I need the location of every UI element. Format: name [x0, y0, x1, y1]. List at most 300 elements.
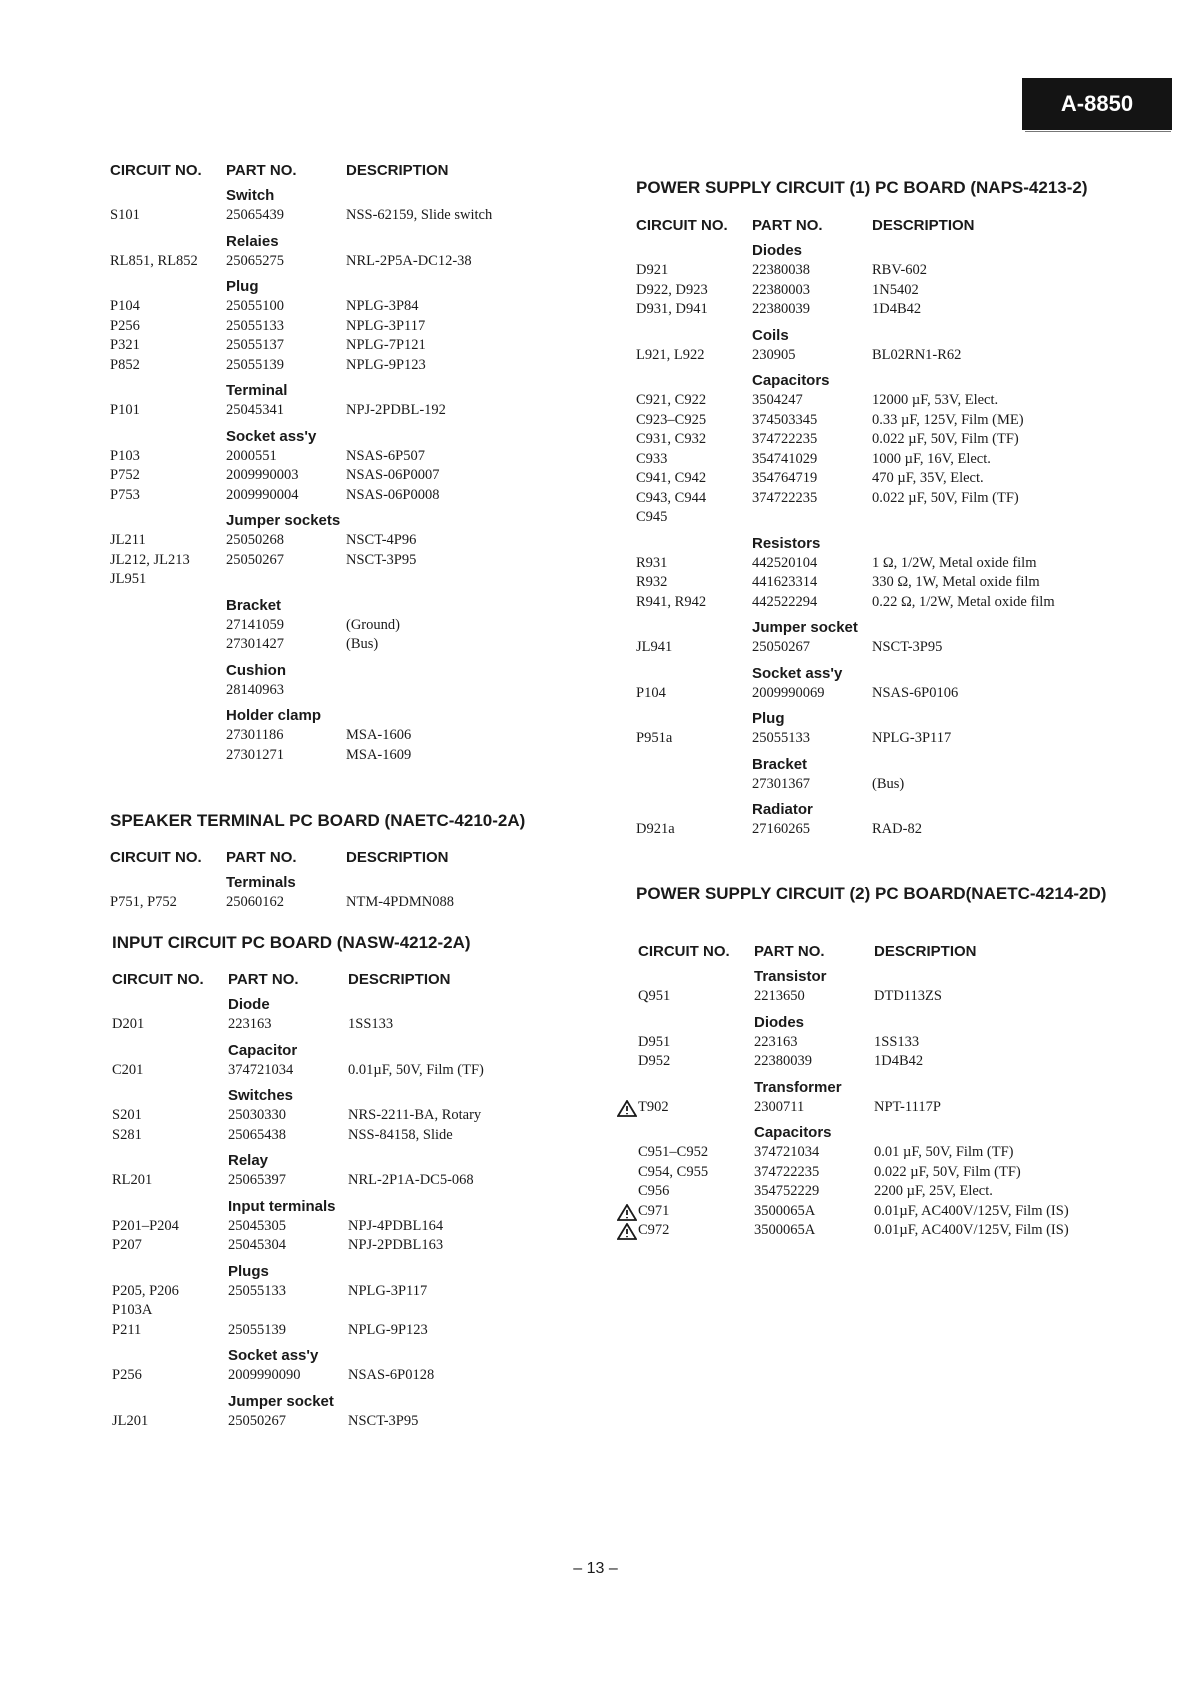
group-name: Plug: [226, 278, 259, 295]
part-row: [110, 726, 580, 746]
part-description: RBV-602: [872, 262, 928, 278]
part-no: 27160265: [752, 821, 810, 837]
part-description: 470 µF, 35V, Elect.: [872, 470, 984, 486]
column-headers: [636, 217, 1106, 237]
part-row: [110, 297, 580, 317]
column-headers: [112, 971, 582, 991]
part-description: MSA-1609: [346, 746, 412, 763]
group-name: Resistors: [752, 534, 821, 552]
part-row: [110, 531, 580, 551]
part-no: 25055139: [228, 1321, 286, 1338]
part-row: [636, 775, 1106, 795]
part-row: [636, 281, 1106, 301]
part-description: NRS-2211-BA, Rotary: [348, 1107, 482, 1123]
psu2-board-title: POWER SUPPLY CIRCUIT (2) PC BOARD(NAETC-4214-2D): [636, 884, 1107, 903]
circuit-no: Q951: [638, 988, 671, 1004]
part-description: 1SS133: [874, 1033, 920, 1050]
part-no: 3500065A: [754, 1202, 816, 1219]
part-no: 25050268: [226, 532, 284, 548]
group-name: Cushion: [226, 661, 286, 679]
group-heading: [638, 1123, 1108, 1143]
circuit-no: RL201: [112, 1172, 153, 1188]
group-heading: [110, 873, 580, 893]
circuit-no: JL201: [112, 1412, 149, 1429]
model-label: A-8850: [1060, 91, 1134, 116]
tab-underline: [1025, 131, 1171, 132]
circuit-no: D951: [638, 1033, 671, 1050]
group-name: Transistor: [754, 968, 827, 985]
part-no: 374721034: [228, 1061, 294, 1078]
part-description: NPLG-3P117: [346, 317, 426, 334]
part-no: 27301271: [226, 746, 284, 763]
part-group: [636, 534, 1106, 613]
part-no: 22380039: [754, 1053, 812, 1069]
group-name: Radiator: [752, 801, 813, 818]
part-description: 0.01µF, AC400V/125V, Film (IS): [874, 1222, 1069, 1238]
circuit-no: JL951: [110, 571, 147, 587]
part-no: 27301186: [226, 727, 284, 743]
part-no: 374721034: [754, 1144, 820, 1160]
part-group: [112, 1197, 582, 1256]
group-heading: [110, 661, 580, 681]
psu1-board-title: POWER SUPPLY CIRCUIT (1) PC BOARD (NAPS-4213-2): [636, 178, 1088, 197]
part-description: 0.33 µF, 125V, Film (ME): [872, 411, 1024, 428]
group-heading: [112, 1197, 582, 1217]
part-no: 374722235: [752, 431, 818, 447]
group-name: Bracket: [752, 755, 808, 773]
column-headers: [638, 943, 1108, 963]
part-group: [112, 1346, 582, 1386]
part-no: 25045305: [228, 1217, 286, 1234]
part-no: 2000551: [226, 447, 277, 464]
part-no: 354764719: [752, 470, 818, 486]
group-heading: [636, 755, 1106, 775]
circuit-no: C951–C952: [638, 1144, 709, 1160]
part-row: [636, 508, 1106, 528]
part-group: [636, 241, 1106, 320]
part-row: [636, 300, 1106, 320]
circuit-no: S201: [112, 1107, 142, 1123]
part-no: 28140963: [226, 681, 284, 698]
part-row: [636, 573, 1106, 593]
part-group: [110, 381, 580, 421]
part-row: [112, 1126, 582, 1146]
group-heading: [636, 241, 1106, 261]
part-row: [110, 746, 580, 766]
circuit-no: P321: [110, 337, 140, 353]
part-row: [636, 554, 1106, 574]
group-name: Socket ass'y: [228, 1347, 319, 1364]
part-no: 25065275: [226, 252, 284, 269]
circuit-no: C971: [638, 1202, 670, 1219]
part-no: 2009990069: [752, 684, 825, 701]
part-row: [636, 261, 1106, 281]
part-no: 230905: [752, 346, 796, 363]
part-no: 22380003: [752, 281, 810, 298]
part-description: 1 Ω, 1/2W, Metal oxide film: [872, 554, 1037, 571]
circuit-no: P751, P752: [110, 894, 177, 910]
part-description: 1N5402: [872, 281, 919, 298]
group-name: Capacitors: [754, 1124, 832, 1141]
part-no: 25055133: [228, 1282, 286, 1299]
circuit-no: P753: [110, 486, 140, 503]
part-no-header: PART NO.: [226, 162, 297, 179]
description-header: DESCRIPTION: [346, 849, 449, 866]
circuit-no: P752: [110, 467, 140, 483]
part-group: [110, 232, 580, 272]
part-group: [636, 755, 1106, 795]
part-no: 442520104: [752, 554, 818, 571]
group-name: Diodes: [752, 242, 803, 259]
part-no: 374503345: [752, 411, 818, 428]
part-description: NPLG-9P123: [348, 1321, 428, 1338]
part-description: NSS-84158, Slide: [348, 1126, 453, 1143]
group-heading: [112, 1086, 582, 1106]
part-description: 1D4B42: [872, 301, 922, 317]
part-row: [638, 1163, 1108, 1183]
part-row: [636, 346, 1106, 366]
part-no: 441623314: [752, 574, 818, 590]
circuit-no: L921, L922: [636, 346, 705, 363]
part-group: [112, 1151, 582, 1191]
circuit-no: C943, C944: [636, 489, 707, 506]
part-description: NPJ-2PDBL-192: [346, 402, 446, 418]
part-group: [110, 661, 580, 701]
part-no: 25065438: [228, 1126, 286, 1143]
part-group: [636, 800, 1106, 840]
part-row: [112, 1366, 582, 1386]
circuit-no: D931, D941: [636, 301, 708, 317]
part-group: [110, 277, 580, 375]
part-no: 3500065A: [754, 1222, 816, 1238]
circuit-no: RL851, RL852: [110, 252, 198, 269]
circuit-no: C945: [636, 509, 668, 525]
circuit-no-header: CIRCUIT NO.: [638, 943, 730, 960]
part-no: 25050267: [228, 1412, 286, 1429]
part-group: [636, 326, 1106, 366]
part-row: [636, 469, 1106, 489]
part-row: [638, 1052, 1108, 1072]
description-header: DESCRIPTION: [348, 971, 451, 988]
circuit-no: P104: [110, 298, 140, 314]
circuit-no: C933: [636, 450, 668, 467]
circuit-no: P256: [112, 1367, 142, 1383]
part-group: [636, 618, 1106, 658]
part-row: [110, 206, 580, 226]
part-no: 25045304: [228, 1237, 286, 1253]
circuit-no: D921: [636, 262, 669, 278]
circuit-no: P104: [636, 684, 666, 701]
part-description: 0.01µF, 50V, Film (TF): [348, 1061, 484, 1078]
circuit-no: C921, C922: [636, 392, 707, 408]
group-heading: [638, 1078, 1108, 1098]
part-no: 25050267: [226, 551, 284, 568]
circuit-no: P201–P204: [112, 1217, 179, 1234]
part-no: 354752229: [754, 1183, 820, 1199]
part-no: 354741029: [752, 450, 818, 467]
part-description: RAD-82: [872, 821, 922, 837]
circuit-no: P852: [110, 356, 140, 373]
part-description: MSA-1606: [346, 727, 412, 743]
part-group: [110, 596, 580, 655]
part-description: NSAS-6P507: [346, 447, 425, 464]
group-heading: [110, 186, 580, 206]
part-row: [638, 1098, 1108, 1118]
part-no: 2009990003: [226, 467, 299, 483]
part-no-header: PART NO.: [226, 849, 297, 866]
circuit-no: C201: [112, 1061, 144, 1078]
input-board-title: INPUT CIRCUIT PC BOARD (NASW-4212-2A): [112, 933, 471, 952]
part-group: [110, 186, 580, 226]
part-group: [110, 511, 580, 590]
part-description: 330 Ω, 1W, Metal oxide film: [872, 574, 1040, 590]
group-heading: [110, 427, 580, 447]
group-name: Capacitors: [752, 372, 830, 389]
group-name: Plugs: [228, 1262, 269, 1280]
group-heading: [112, 1392, 582, 1412]
group-name: Plug: [752, 710, 785, 727]
part-group: [638, 1078, 1108, 1118]
circuit-no-header: CIRCUIT NO.: [110, 849, 202, 866]
part-no: 22380038: [752, 262, 810, 278]
part-description: 12000 µF, 53V, Elect.: [872, 392, 999, 408]
part-row: [112, 1106, 582, 1126]
circuit-no: R932: [636, 574, 668, 590]
part-row: [110, 635, 580, 655]
part-no: 25060162: [226, 894, 284, 910]
part-row: [636, 411, 1106, 431]
part-group: [636, 709, 1106, 749]
part-row: [112, 1321, 582, 1341]
circuit-no-header: CIRCUIT NO.: [636, 217, 728, 234]
part-description: 1D4B42: [874, 1053, 924, 1069]
part-row: [110, 466, 580, 486]
part-description: 0.01 µF, 50V, Film (TF): [874, 1144, 1014, 1160]
group-name: Terminal: [226, 382, 288, 399]
part-description: DTD113ZS: [874, 988, 942, 1004]
part-description: NSCT-4P96: [346, 532, 417, 548]
part-description: NSCT-3P95: [872, 639, 943, 655]
part-row: [636, 684, 1106, 704]
group-heading: [110, 706, 580, 726]
part-description: 0.022 µF, 50V, Film (TF): [874, 1163, 1021, 1180]
part-description: (Bus): [872, 775, 905, 792]
circuit-no: D922, D923: [636, 281, 708, 298]
part-row: [110, 486, 580, 506]
psu2-board-parts: [638, 943, 1108, 1247]
part-row: [110, 252, 580, 272]
group-heading: [110, 277, 580, 297]
part-description: NSCT-3P95: [346, 551, 417, 568]
group-name: Bracket: [226, 596, 282, 614]
description-header: DESCRIPTION: [872, 217, 975, 234]
group-heading: [636, 371, 1106, 391]
part-group: [112, 1086, 582, 1145]
part-group: [110, 706, 580, 765]
part-row: [112, 1282, 582, 1302]
part-description: 0.022 µF, 50V, Film (TF): [872, 431, 1019, 447]
part-description: 0.022 µF, 50V, Film (TF): [872, 489, 1019, 506]
part-row: [636, 638, 1106, 658]
group-name: Holder clamp: [226, 707, 322, 724]
circuit-no: C972: [638, 1222, 670, 1238]
part-no: 25055133: [752, 730, 810, 746]
circuit-no: P103: [110, 447, 140, 464]
part-group: [112, 1262, 582, 1341]
part-no: 27301427: [226, 636, 284, 652]
group-name: Diodes: [754, 1013, 805, 1031]
part-row: [636, 729, 1106, 749]
group-name: Transformer: [754, 1078, 842, 1096]
circuit-no: P205, P206: [112, 1282, 179, 1299]
part-row: [110, 356, 580, 376]
part-row: [110, 681, 580, 701]
model-tab: [1022, 78, 1172, 130]
part-no: 25055100: [226, 298, 284, 314]
part-no-header: PART NO.: [228, 971, 299, 988]
part-row: [638, 1033, 1108, 1053]
column-headers: [110, 162, 580, 182]
part-no: 374722235: [752, 489, 818, 506]
circuit-no: C956: [638, 1183, 670, 1199]
part-description: BL02RN1-R62: [872, 346, 962, 363]
part-description: (Ground): [346, 616, 400, 633]
group-heading: [110, 232, 580, 252]
group-heading: [110, 381, 580, 401]
circuit-no: R941, R942: [636, 593, 707, 610]
page-number: – 13 –: [573, 1560, 618, 1577]
part-description: NSAS-06P0007: [346, 467, 440, 483]
speaker-board-title: SPEAKER TERMINAL PC BOARD (NAETC-4210-2A): [110, 811, 526, 830]
group-name: Input terminals: [228, 1197, 336, 1215]
part-description: NSAS-06P0008: [346, 486, 440, 503]
group-name: Jumper sockets: [226, 512, 341, 529]
column-headers: [110, 849, 580, 869]
group-heading: [636, 326, 1106, 346]
part-no: 2300711: [754, 1098, 805, 1115]
part-row: [110, 616, 580, 636]
part-group: [112, 1041, 582, 1081]
part-row: [110, 447, 580, 467]
group-heading: [638, 967, 1108, 987]
part-no-header: PART NO.: [754, 943, 825, 960]
group-name: Jumper socket: [752, 619, 858, 636]
part-no: 27301367: [752, 775, 810, 792]
circuit-no: D952: [638, 1053, 671, 1069]
part-description: NSAS-6P0128: [348, 1367, 435, 1383]
group-name: Switches: [228, 1087, 294, 1104]
part-row: [638, 1202, 1108, 1222]
circuit-no: JL212, JL213: [110, 551, 190, 568]
part-description: NSCT-3P95: [348, 1412, 419, 1429]
group-name: Switch: [226, 187, 275, 204]
parts-list-continued: [110, 162, 580, 771]
circuit-no: R931: [636, 554, 668, 571]
circuit-no-header: CIRCUIT NO.: [110, 162, 202, 179]
group-heading: [112, 1041, 582, 1061]
circuit-no: S281: [112, 1126, 142, 1143]
part-description: 1SS133: [348, 1016, 394, 1032]
part-row: [636, 450, 1106, 470]
circuit-no: C941, C942: [636, 470, 707, 486]
description-header: DESCRIPTION: [874, 943, 977, 960]
part-group: [112, 995, 582, 1035]
part-row: [636, 593, 1106, 613]
part-description: NRL-2P1A-DC5-068: [348, 1172, 474, 1188]
part-description: NPJ-2PDBL163: [348, 1237, 444, 1253]
circuit-no: D921a: [636, 821, 675, 837]
part-description: NSAS-6P0106: [872, 684, 959, 701]
circuit-no: C923–C925: [636, 411, 707, 428]
part-group: [636, 664, 1106, 704]
group-heading: [112, 1346, 582, 1366]
circuit-no: S101: [110, 207, 140, 223]
group-heading: [112, 995, 582, 1015]
group-name: Diode: [228, 996, 270, 1013]
part-row: [636, 820, 1106, 840]
part-no: 223163: [228, 1016, 272, 1032]
group-name: Relay: [228, 1152, 269, 1169]
part-row: [638, 987, 1108, 1007]
safety-warning-icon: [617, 1204, 637, 1221]
part-row: [110, 570, 580, 590]
part-row: [110, 551, 580, 571]
part-group: [112, 1392, 582, 1432]
circuit-no: C931, C932: [636, 431, 707, 447]
part-row: [636, 391, 1106, 411]
part-description: 2200 µF, 25V, Elect.: [874, 1183, 993, 1199]
part-row: [636, 489, 1106, 509]
part-group: [638, 1013, 1108, 1072]
group-heading: [636, 618, 1106, 638]
part-description: NPT-1117P: [874, 1098, 941, 1115]
part-description: NPJ-4PDBL164: [348, 1217, 444, 1234]
part-row: [112, 1061, 582, 1081]
part-no: 22380039: [752, 301, 810, 317]
circuit-no: P951a: [636, 730, 673, 746]
group-name: Capacitor: [228, 1041, 298, 1059]
part-group: [638, 1123, 1108, 1241]
group-heading: [636, 664, 1106, 684]
part-row: [112, 1015, 582, 1035]
group-heading: [110, 511, 580, 531]
part-no: 25055139: [226, 356, 284, 373]
input-board-parts: [112, 971, 582, 1437]
part-description: NRL-2P5A-DC12-38: [346, 252, 472, 269]
part-no: 25065439: [226, 207, 284, 223]
part-description: NPLG-3P117: [348, 1282, 428, 1299]
part-no: 2213650: [754, 988, 805, 1004]
part-no-header: PART NO.: [752, 217, 823, 234]
part-group: [110, 427, 580, 506]
part-no: 25050267: [752, 639, 810, 655]
group-name: Terminals: [226, 874, 296, 891]
part-row: [636, 430, 1106, 450]
part-no: 25065397: [228, 1172, 286, 1188]
part-row: [112, 1236, 582, 1256]
part-description: NPLG-7P121: [346, 337, 426, 353]
part-no: 3504247: [752, 392, 803, 408]
group-heading: [112, 1151, 582, 1171]
part-row: [110, 336, 580, 356]
circuit-no: JL211: [110, 532, 146, 548]
part-row: [638, 1143, 1108, 1163]
safety-warning-icon: [617, 1223, 637, 1240]
circuit-no: T902: [638, 1098, 669, 1115]
group-heading: [110, 596, 580, 616]
circuit-no: JL941: [636, 639, 673, 655]
part-no: 27141059: [226, 616, 284, 633]
